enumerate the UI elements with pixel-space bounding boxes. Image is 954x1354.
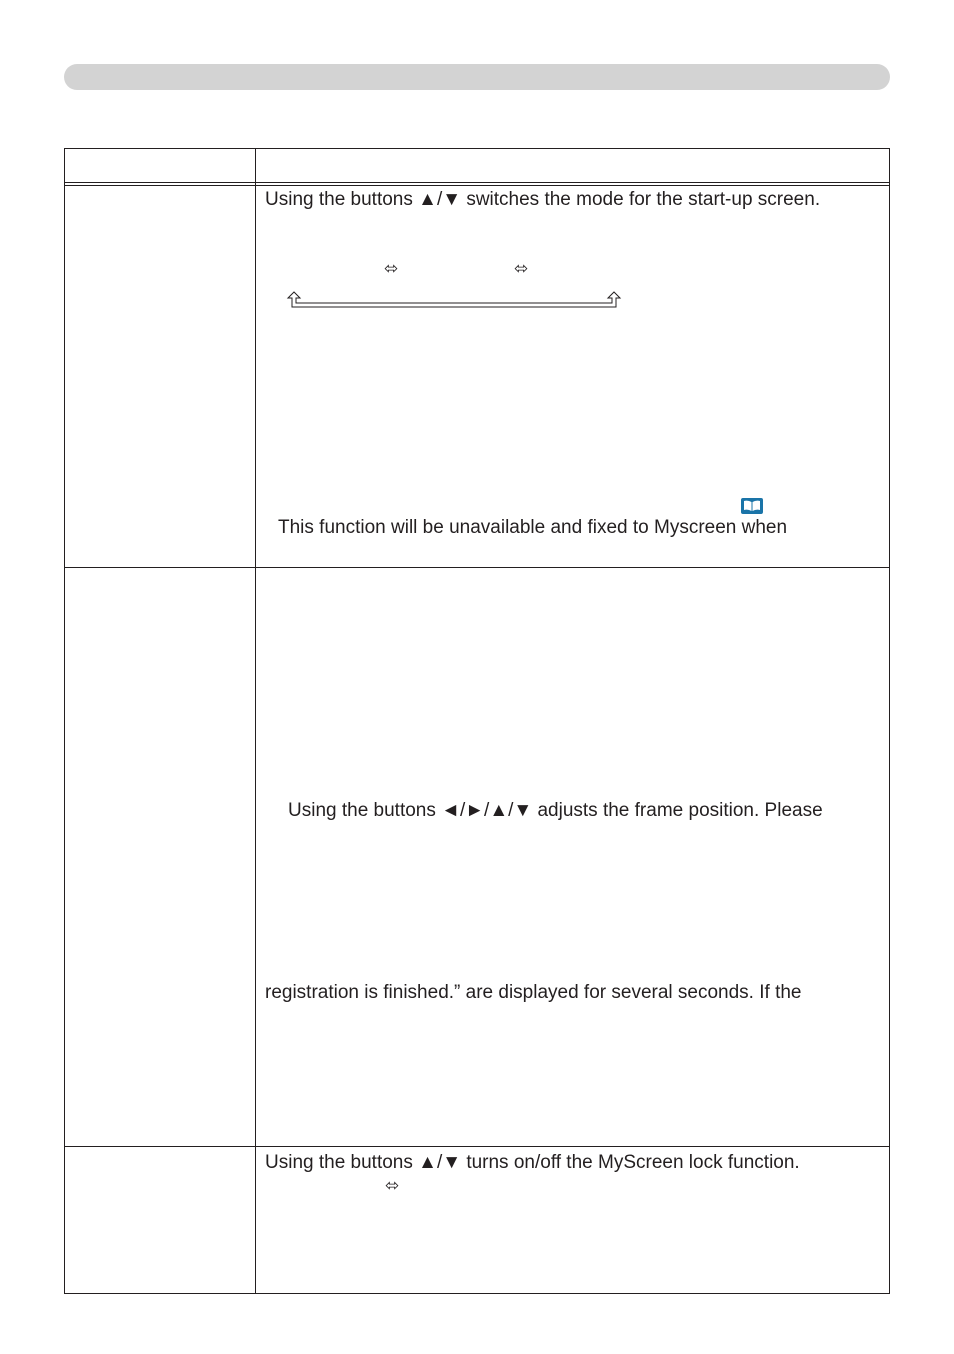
startup-description: Using the buttons ▲/▼ switches the mode for the start-up screen. bbox=[265, 189, 821, 210]
myscreen-registration-text: registration is finished.” are displayed for several seconds. If the bbox=[265, 982, 802, 1003]
lock-description: Using the buttons ▲/▼ turns on/off the MyScreen lock function. bbox=[265, 1152, 800, 1173]
menu-table bbox=[64, 148, 890, 1294]
header-bar bbox=[64, 64, 890, 90]
swap-icon: ⬄ bbox=[384, 259, 399, 278]
swap-icon: ⬄ bbox=[514, 259, 529, 278]
startup-note: This function will be unavailable and fixed to Myscreen when bbox=[278, 517, 788, 538]
column-divider bbox=[255, 149, 256, 1293]
book-icon bbox=[740, 497, 764, 515]
row-divider-2 bbox=[65, 1146, 889, 1147]
header-row-divider bbox=[65, 182, 889, 186]
row-divider-1 bbox=[65, 567, 889, 568]
swap-icon: ⬄ bbox=[385, 1176, 400, 1195]
myscreen-instruction: Using the buttons ◄/►/▲/▼ adjusts the frame position. Please bbox=[288, 800, 823, 821]
loop-arrow-icon bbox=[284, 288, 624, 310]
